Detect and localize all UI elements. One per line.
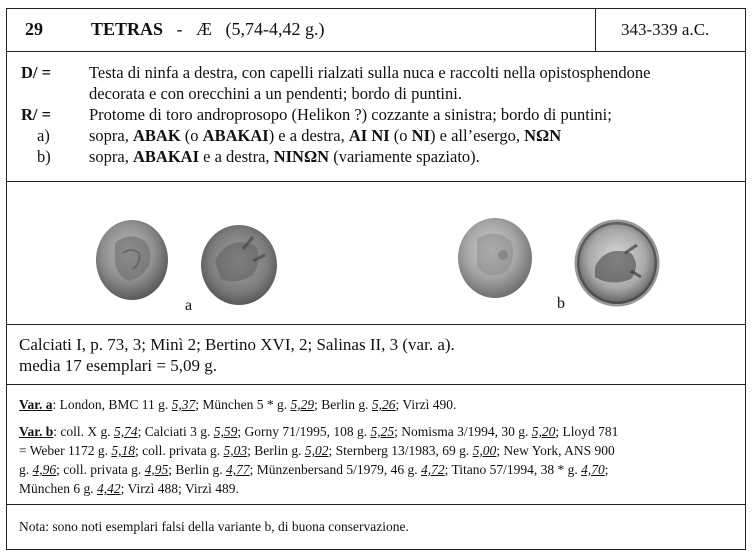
reverse-text: Protome di toro androprosopo (Helikon ?) cozzante a sinistra; bordo di puntini; — [89, 105, 612, 124]
header-divider — [595, 9, 596, 51]
ref-text: = Weber 1172 g. — [19, 443, 112, 458]
entry-title — [91, 19, 325, 40]
ref-text: ; Münzenbersand 5/1979, 46 g. — [249, 462, 421, 477]
ref-text: ; New York, ANS 900 — [496, 443, 615, 458]
ref-weight: 4,95 — [144, 462, 169, 477]
ref-weight: 5,02 — [304, 443, 329, 458]
ref-weight: 5,29 — [290, 397, 315, 412]
coin-b-reverse — [577, 222, 657, 304]
variant-b-legend-text — [89, 147, 480, 168]
legend-text: ) e all’esergo, — [430, 126, 525, 145]
reverse-label: R/ = — [21, 105, 52, 124]
ref-text: ; Lloyd 781 — [555, 424, 619, 439]
ref-text: : coll. X g. — [53, 424, 115, 439]
ref-weight: 4,42 — [97, 481, 121, 496]
variant-b-line-4 — [19, 479, 239, 498]
obverse-text-2: decorata e con orecchini a un pendenti; bordo di puntini. — [89, 84, 462, 103]
coin-metal: Æ — [196, 19, 213, 39]
legend-text: e a destra, — [199, 147, 274, 166]
ref-weight: 5,59 — [213, 424, 238, 439]
ref-text: ; Virzì 490. — [395, 397, 457, 412]
legend-greek: NINΩN — [273, 147, 330, 166]
coin-catalog-card — [6, 8, 746, 550]
legend-greek: AI NI — [348, 126, 390, 145]
ref-text: : London, BMC 11 g. — [52, 397, 172, 412]
ref-text: ; Titano 57/1994, 38 * g. — [444, 462, 582, 477]
ref-text: ; Nomisma 3/1994, 30 g. — [394, 424, 532, 439]
ref-text: ; München 5 * g. — [195, 397, 291, 412]
title-dash: - — [176, 19, 183, 39]
ref-text: ; Berlin g. — [247, 443, 305, 458]
legend-greek: ABAKAI — [202, 126, 269, 145]
coin-b-obverse — [458, 218, 532, 298]
ref-text: München 6 g. — [19, 481, 97, 496]
ref-weight: 4,77 — [225, 462, 250, 477]
ref-weight: 5,25 — [370, 424, 395, 439]
variant-b-heading: Var. b — [19, 424, 54, 439]
coin-a-reverse — [201, 225, 277, 305]
ref-text: ; coll. privata g. — [56, 462, 145, 477]
ref-weight: 5,20 — [531, 424, 556, 439]
ref-text: ; Gorny 71/1995, 108 g. — [237, 424, 371, 439]
obverse-label: D/ = — [21, 63, 52, 82]
legend-text: (variamente spaziato). — [329, 147, 480, 166]
ref-weight: 4,72 — [420, 462, 445, 477]
date-range: 343-339 a.C. — [621, 20, 710, 39]
variant-b-line-2 — [19, 441, 615, 460]
legend-greek: ABAK — [133, 126, 181, 145]
ref-text: ; Virzì 488; Virzì 489. — [120, 481, 239, 496]
divider-2 — [7, 181, 745, 182]
average-weight-line: media 17 esemplari = 5,09 g. — [19, 356, 217, 375]
ref-text: ; Berlin g. — [314, 397, 372, 412]
legend-text: sopra, — [89, 147, 133, 166]
coin-photos-svg — [7, 191, 745, 329]
ref-weight: 5,03 — [223, 443, 248, 458]
variant-b-line-3 — [19, 460, 609, 479]
ref-weight: 5,00 — [472, 443, 497, 458]
obverse-text-1: Testa di ninfa a destra, con capelli rialzati sulla nuca e raccolti nella opistosphendone — [89, 63, 651, 82]
ref-text: g. — [19, 462, 33, 477]
ref-weight: 4,70 — [581, 462, 605, 477]
legend-greek: NI — [411, 126, 431, 145]
legend-text: (o — [180, 126, 203, 145]
variant-a-heading: Var. a — [19, 397, 53, 412]
coin-label-a: a — [185, 297, 193, 314]
coin-photos — [7, 191, 745, 329]
ref-text: ; Berlin g. — [168, 462, 226, 477]
variant-a-legend-text — [89, 126, 561, 147]
variant-b-letter: b) — [37, 147, 51, 166]
ref-weight: 5,18 — [111, 443, 136, 458]
legend-greek: NΩN — [524, 126, 562, 145]
legend-text: sopra, — [89, 126, 133, 145]
coin-denomination: TETRAS — [91, 19, 164, 39]
note-text: Nota: sono noti esemplari falsi della variante b, di buona conservazione. — [19, 519, 409, 534]
divider-4 — [7, 384, 745, 385]
entry-header — [7, 9, 745, 51]
variant-a-line — [19, 395, 456, 414]
coin-label-b: b — [557, 295, 565, 312]
legend-greek: ABAKAI — [133, 147, 200, 166]
ref-weight: 4,96 — [32, 462, 57, 477]
ref-text: ; Calciati 3 g. — [137, 424, 214, 439]
ref-weight: 5,74 — [114, 424, 138, 439]
entry-number: 29 — [25, 19, 43, 39]
variant-b-line-1 — [19, 422, 618, 441]
legend-text: ) e a destra, — [268, 126, 349, 145]
divider-5 — [7, 504, 745, 505]
ref-weight: 5,37 — [171, 397, 196, 412]
weight-range: (5,74-4,42 g.) — [225, 19, 325, 39]
divider-1 — [7, 51, 745, 52]
ref-text: ; Sternberg 13/1983, 69 g. — [328, 443, 473, 458]
legend-text: (o — [389, 126, 412, 145]
ref-weight: 5,26 — [371, 397, 396, 412]
bibliography-line: Calciati I, p. 73, 3; Minì 2; Bertino XVI, 2; Salinas II, 3 (var. a). — [19, 335, 455, 354]
ref-text: ; — [604, 462, 609, 477]
variant-a-letter: a) — [37, 126, 50, 145]
divider-3 — [7, 324, 745, 325]
ref-text: ; coll. privata g. — [135, 443, 224, 458]
coin-a-obverse — [96, 220, 168, 300]
